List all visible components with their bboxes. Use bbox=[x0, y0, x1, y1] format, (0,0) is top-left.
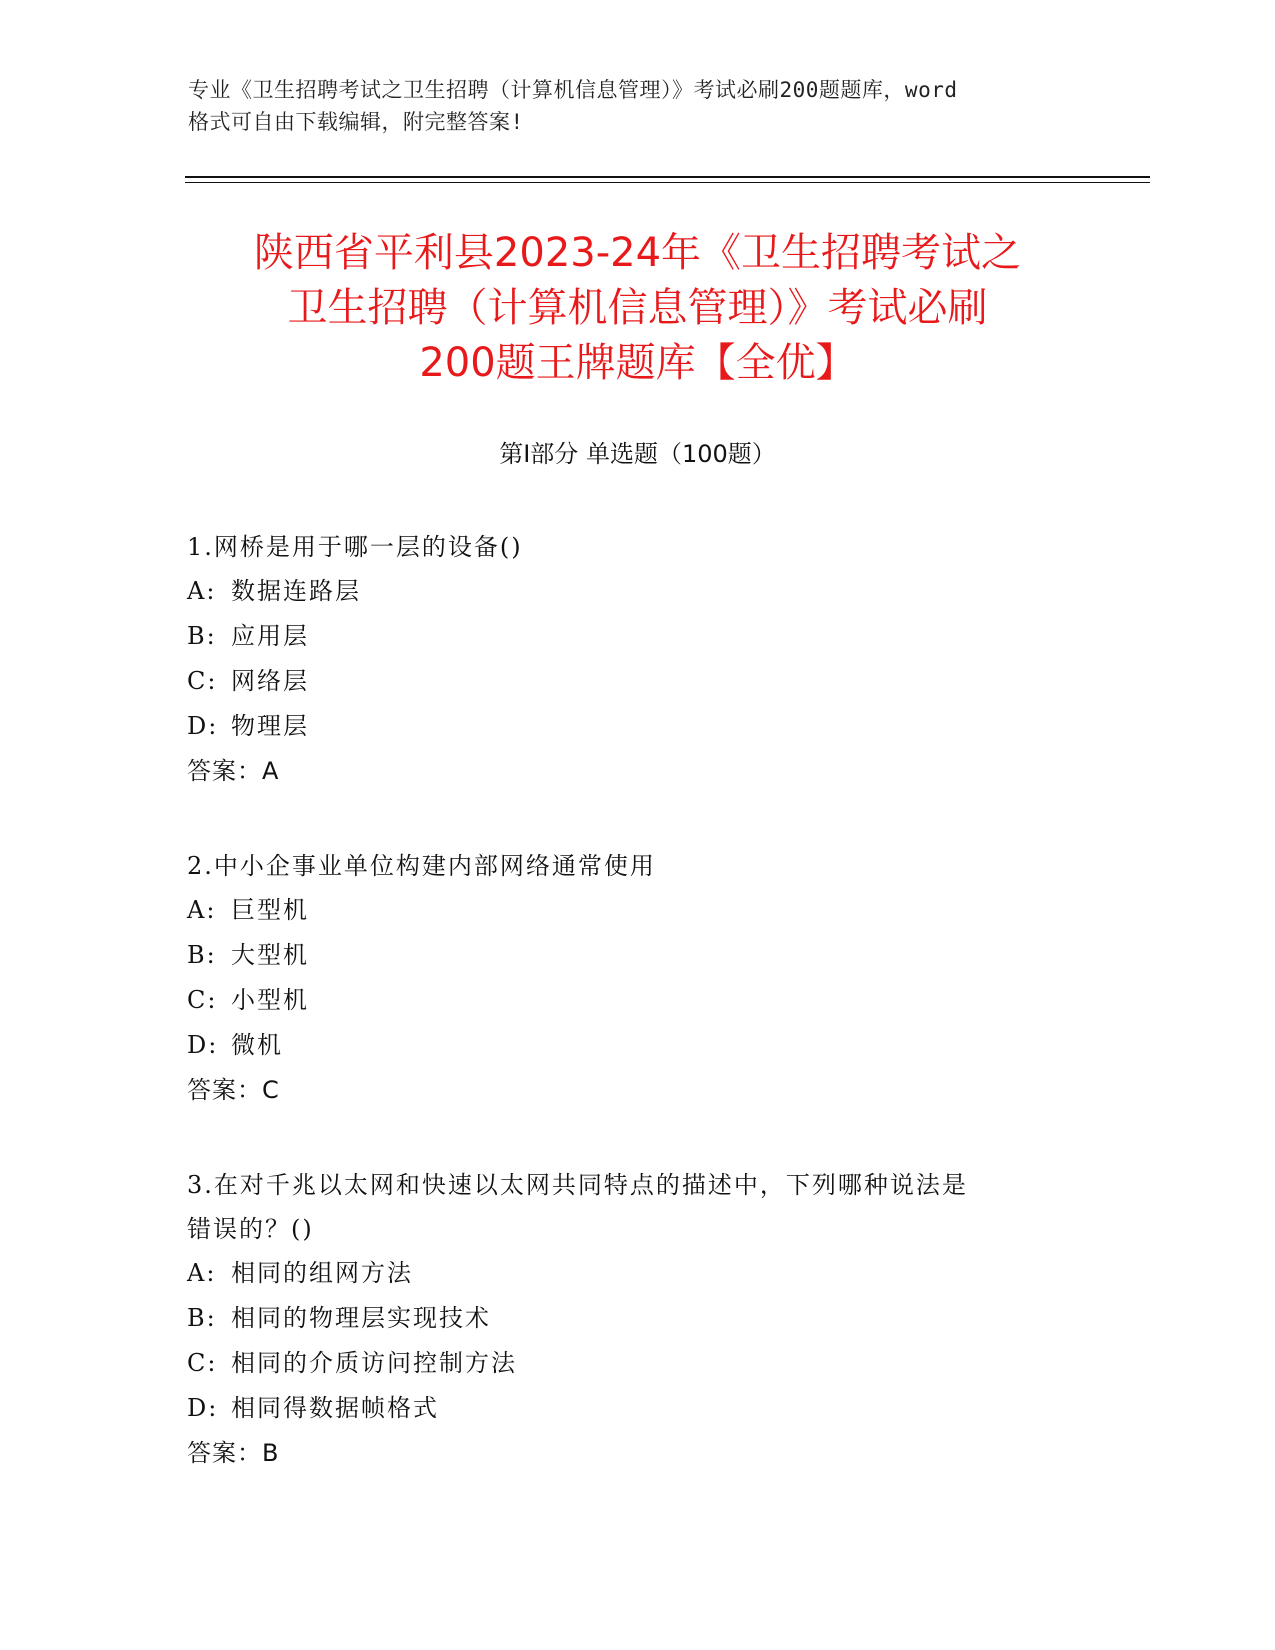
question-3 bbox=[187, 1163, 1087, 1476]
option-key: B: bbox=[187, 1304, 217, 1332]
section-title: 第Ⅰ部分 单选题（100题） bbox=[499, 440, 776, 468]
option-d bbox=[187, 1386, 1087, 1431]
question-1 bbox=[187, 525, 1087, 794]
option-key: D: bbox=[187, 1394, 219, 1422]
header-divider-thin bbox=[185, 182, 1150, 183]
option-b bbox=[187, 614, 1087, 659]
answer-line: 答案：C bbox=[187, 1076, 280, 1104]
answer-line: 答案：B bbox=[187, 1439, 280, 1467]
option-key: A: bbox=[187, 577, 217, 605]
option-c bbox=[187, 978, 1087, 1023]
option-text: 相同得数据帧格式 bbox=[231, 1394, 439, 1422]
option-text: 微机 bbox=[231, 1031, 283, 1059]
option-text: 数据连路层 bbox=[231, 577, 361, 605]
question-stem: 2.中小企事业单位构建内部网络通常使用 bbox=[187, 852, 656, 880]
option-c bbox=[187, 659, 1087, 704]
header-note-line-1: 专业《卫生招聘考试之卫生招聘（计算机信息管理）》考试必刷200题题库，word bbox=[188, 78, 958, 102]
option-text: 巨型机 bbox=[231, 896, 309, 924]
option-d bbox=[187, 704, 1087, 749]
question-2 bbox=[187, 844, 1087, 1113]
option-a bbox=[187, 569, 1087, 614]
title-line-1: 陕西省平利县2023-24年《卫生招聘考试之 bbox=[253, 230, 1022, 276]
option-d bbox=[187, 1023, 1087, 1068]
header-note bbox=[188, 74, 1088, 138]
option-text: 相同的介质访问控制方法 bbox=[231, 1349, 517, 1377]
answer-line: 答案：A bbox=[187, 757, 280, 785]
option-key: B: bbox=[187, 622, 217, 650]
option-text: 相同的组网方法 bbox=[231, 1259, 413, 1287]
option-a bbox=[187, 1251, 1087, 1296]
option-key: A: bbox=[187, 896, 217, 924]
option-text: 物理层 bbox=[231, 712, 309, 740]
header-note-line-2: 格式可自由下载编辑，附完整答案! bbox=[188, 110, 524, 134]
option-text: 应用层 bbox=[231, 622, 309, 650]
question-stem: 1.网桥是用于哪一层的设备() bbox=[187, 533, 523, 561]
option-key: C: bbox=[187, 1349, 218, 1377]
question-stem-continued: 错误的？() bbox=[187, 1215, 314, 1243]
option-text: 大型机 bbox=[231, 941, 309, 969]
title-line-3: 200题王牌题库【全优】 bbox=[419, 340, 856, 386]
header-divider-thick bbox=[185, 176, 1150, 178]
option-text: 相同的物理层实现技术 bbox=[231, 1304, 491, 1332]
option-key: B: bbox=[187, 941, 217, 969]
title-line-2: 卫生招聘（计算机信息管理）》考试必刷 bbox=[287, 285, 988, 331]
option-text: 小型机 bbox=[231, 986, 309, 1014]
option-key: C: bbox=[187, 986, 218, 1014]
option-c bbox=[187, 1341, 1087, 1386]
question-stem: 3.在对千兆以太网和快速以太网共同特点的描述中，下列哪种说法是 bbox=[187, 1171, 968, 1199]
option-key: A: bbox=[187, 1259, 217, 1287]
document-title bbox=[150, 226, 1125, 391]
option-a bbox=[187, 888, 1087, 933]
option-key: D: bbox=[187, 712, 219, 740]
option-key: D: bbox=[187, 1031, 219, 1059]
option-key: C: bbox=[187, 667, 218, 695]
option-b bbox=[187, 933, 1087, 978]
option-b bbox=[187, 1296, 1087, 1341]
option-text: 网络层 bbox=[231, 667, 309, 695]
